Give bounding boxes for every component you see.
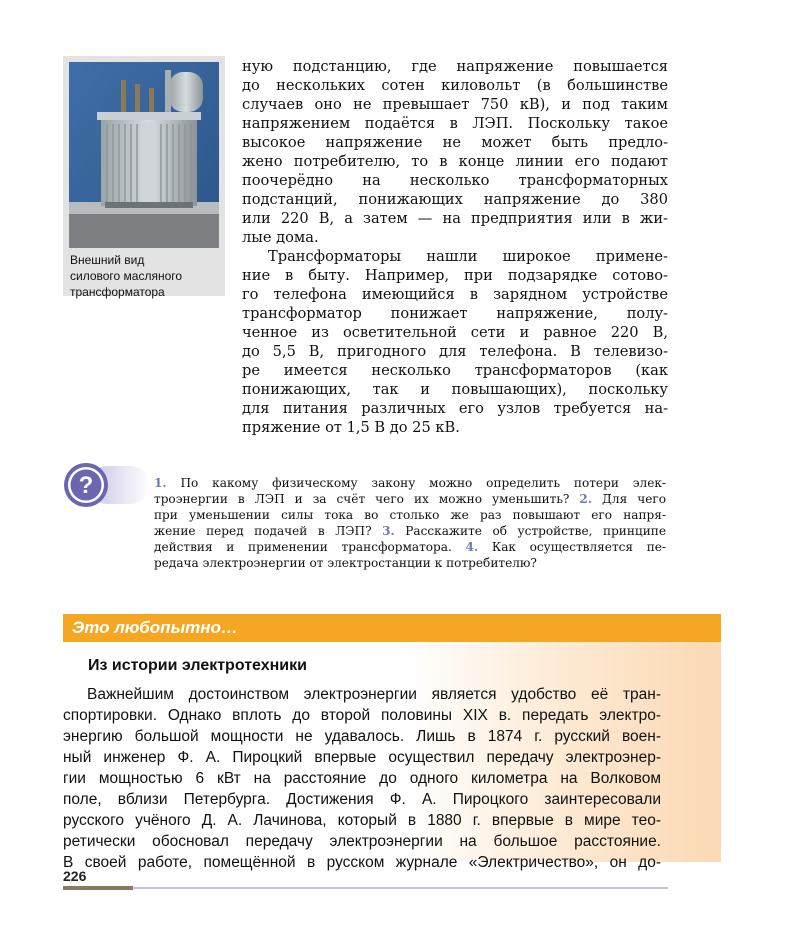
body-line: лые дома. <box>242 229 319 246</box>
body-line: го телефона имеющийся в зарядном устройстве <box>242 286 668 303</box>
body-line: понижающих, так и повышающих), поскольку <box>242 381 668 398</box>
figure-box <box>63 56 225 299</box>
question-number: 2. <box>579 492 593 506</box>
body-line: подстанций, понижающих напряжение до 380 <box>242 191 668 208</box>
footer-rule <box>63 886 133 890</box>
history-line: поле, вблизи Петербурга. Достижения Ф. А. Пироцкого заинтересовали <box>63 791 661 808</box>
curious-banner <box>63 614 721 642</box>
body-line: до нескольких сотен киловольт (в большинстве <box>242 77 668 94</box>
body-line: Трансформаторы нашли широкое примене- <box>268 248 668 265</box>
body-line: для питания различных его узлов требуется на- <box>242 400 668 417</box>
question-number: 1. <box>154 476 167 490</box>
history-line: русского учёного Д. А. Лачинова, который в 1880 г. впервые в мире тео- <box>63 812 661 829</box>
body-line: напряжением подаётся в ЛЭП. Поскольку такое <box>242 115 668 132</box>
history-line: энергию большой мощности не удавалось. Лишь в 1874 г. русский воен- <box>63 728 661 745</box>
body-line: высокое напряжение не может быть предло- <box>242 134 668 151</box>
figure-caption <box>70 252 222 300</box>
question-text: Расскажите об устройстве, принципе <box>394 524 666 538</box>
history-line: Важнейшим достоинством электроэнергии является удобство её тран- <box>87 686 661 703</box>
question-text: жение перед подачей в ЛЭП? <box>154 524 383 538</box>
history-line: В своей работе, помещённой в русском журнале «Электричество», он до- <box>63 854 661 871</box>
body-line: ре имеется несколько трансформаторов (как <box>242 362 668 379</box>
question-text: действия и применении трансформатора. <box>154 540 466 554</box>
curious-banner-title: Это любопытно… <box>72 618 238 637</box>
transformer-photo <box>69 62 219 248</box>
question-text: По какому физическому закону можно определить потери элек- <box>166 476 666 490</box>
history-line: ный инженер Ф. А. Пироцкий впервые осуществил передачу электроэнер- <box>63 749 661 766</box>
section-subheading: Из истории электротехники <box>88 657 307 674</box>
body-line: случаев оно не превышает 750 кВ), и под таким <box>242 96 668 113</box>
body-line: пряжение от 1,5 В до 25 кВ. <box>242 419 460 436</box>
caption-line: силового масляного <box>70 269 183 283</box>
question-text: Для чего <box>592 492 666 506</box>
body-line: ную подстанцию, где напряжение повышается <box>242 58 668 75</box>
history-line: гии мощностью 6 кВт на расстояние до одного километра на Волковом <box>63 770 661 787</box>
body-line: трансформатор понижает напряжение, полу- <box>242 305 668 322</box>
question-text: Как осуществляется пе- <box>478 540 666 554</box>
body-line: жено потребителю, то в конце линии его подают <box>242 153 668 170</box>
body-line: или 220 В, а затем — на предприятия или в жи- <box>242 210 668 227</box>
history-text <box>63 684 661 873</box>
caption-line: Внешний вид <box>70 253 145 267</box>
caption-line: трансформатора <box>70 285 165 299</box>
footer-rule-light <box>133 887 668 889</box>
body-text <box>242 57 668 437</box>
history-line: спортировки. Однако вплоть до второй половины XIX в. передать электро- <box>63 707 661 724</box>
question-text: троэнергии в ЛЭП и за счёт чего их можно уменьшить? <box>154 492 580 506</box>
svg-text:?: ? <box>78 472 94 499</box>
body-line: ние в быту. Например, при подзарядке сотово- <box>242 267 668 284</box>
body-line: ченное из осветительной сети и равное 220 В, <box>242 324 668 341</box>
question-number: 4. <box>465 540 479 554</box>
questions-block <box>154 475 666 571</box>
question-number: 3. <box>382 524 395 538</box>
page-number: 226 <box>63 868 87 884</box>
question-mark-icon <box>62 460 150 510</box>
question-text: редача электроэнергии от электростанции к потребителю? <box>154 556 537 570</box>
body-line: до 5,5 В, пригодного для телефона. В телевизо- <box>242 343 668 360</box>
question-text: при уменьшении силы тока во столько же раз повышают его напря- <box>154 508 666 522</box>
body-line: поочерёдно на несколько трансформаторных <box>242 172 668 189</box>
history-line: ретически обосновал передачу электроэнергии на большое расстояние. <box>63 833 661 850</box>
